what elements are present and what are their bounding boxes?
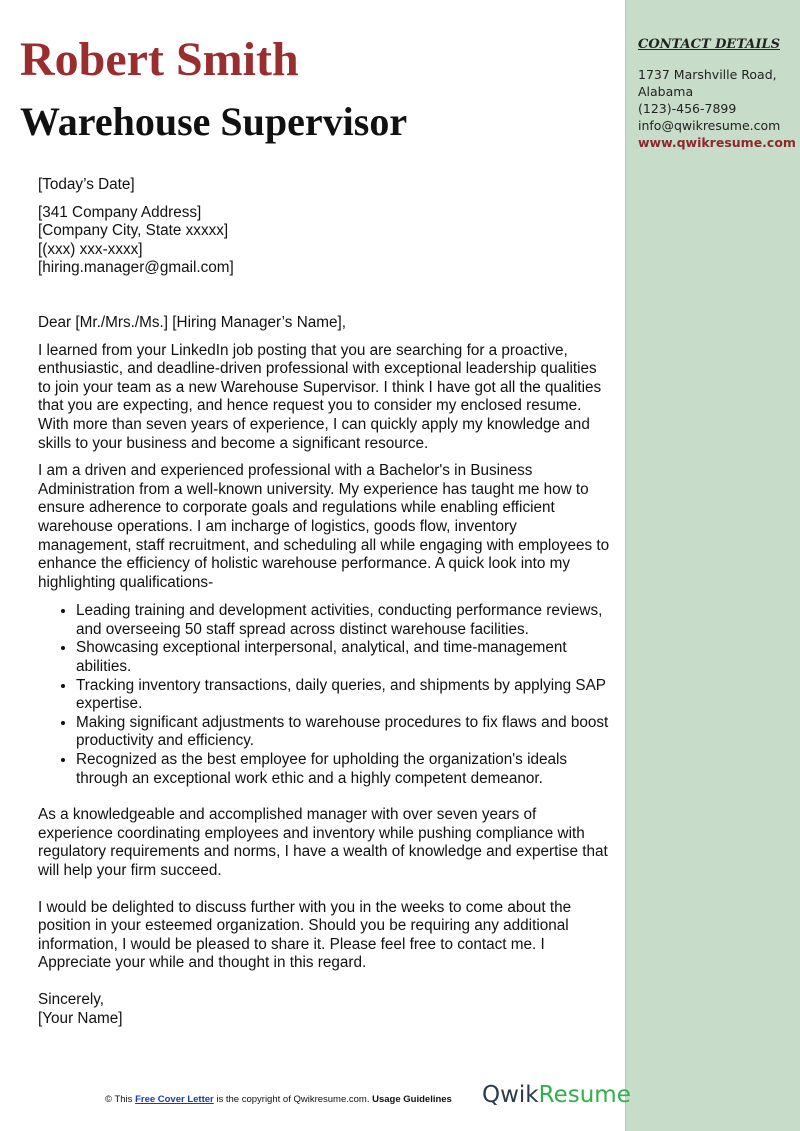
email[interactable]: info@qwikresume.com	[638, 118, 781, 133]
signature: [Your Name]	[38, 1009, 123, 1027]
contact-heading: CONTACT DETAILS	[638, 37, 780, 52]
qualifications-list	[76, 602, 613, 788]
list-item: • Leading training and development activities, conducting performance reviews, and overseeing 50 staff spread across distinct warehouse facilities.	[76, 602, 613, 639]
list-item: • Making significant adjustments to warehouse procedures to fix flaws and boost productivity and efficiency.	[76, 714, 613, 751]
footer-copyright-text: is the copyright of Qwikresume.com.	[216, 1094, 370, 1105]
logo-part-qwik: Qwik	[482, 1082, 539, 1108]
address-line-1: 1737 Marshville Road,	[638, 67, 777, 82]
closing: Sincerely,	[38, 990, 105, 1008]
paragraph-4: I would be delighted to discuss further with you in the weeks to come about the position in your esteemed organization. Should you be requiring any additional information, I would be pleased to share it. Please feel free to contact me. I Appreciate your while and thought in this regard.	[38, 898, 572, 972]
usage-guidelines-link[interactable]: Usage Guidelines	[372, 1094, 452, 1105]
list-item: • Recognized as the best employee for upholding the organization's ideals through an exceptional work ethic and a highly competent demeanor.	[76, 751, 613, 788]
recipient-block	[38, 204, 613, 278]
applicant-name: Robert Smith	[20, 33, 299, 86]
copyright-icon: ©	[105, 1094, 112, 1105]
salutation: Dear [Mr./Mrs./Ms.] [Hiring Manager’s Name],	[38, 313, 346, 331]
recipient-line: [Company City, State xxxxx]	[38, 222, 229, 240]
footer-prefix: This	[114, 1094, 133, 1105]
job-title: Warehouse Supervisor	[20, 99, 408, 144]
footer	[105, 1094, 452, 1105]
paragraph-1: I learned from your LinkedIn job posting that you are searching for a proactive, enthusiastic, and deadline-driven professional with exceptional leadership qualities to join your team as a new Warehouse Supervisor. I think I have got all the qualities that you are expecting, and hence request you to consider my enclosed resume. With more than seven years of experience, I can quickly apply my knowledge and skills to your business and become a significant resource.	[38, 341, 602, 452]
address-line-2: Alabama	[638, 84, 694, 99]
website-link[interactable]: www.qwikresume.com	[638, 135, 796, 150]
paragraph-2: I am a driven and experienced professional with a Bachelor's in Business Administration from a well-known university. My experience has taught me how to ensure adherence to corporate goals and regulations while enabling efficient warehouse operations. I am incharge of logistics, goods flow, inventory management, staff recruitment, and scheduling all while engaging with employees to enhance the efficiency of holistic warehouse performance. A quick look into my highlighting qualifications-	[38, 462, 610, 591]
contact-sidebar	[625, 0, 800, 1131]
list-item: • Showcasing exceptional interpersonal, analytical, and time-management abilities.	[76, 639, 613, 676]
logo-part-resume: Resume	[538, 1082, 631, 1108]
qwikresume-logo	[482, 1082, 631, 1108]
letter-body	[38, 176, 613, 1037]
closing-block	[38, 991, 613, 1028]
list-item: • Tracking inventory transactions, daily queries, and shipments by applying SAP expertise.	[76, 677, 613, 714]
paragraph-3: As a knowledgeable and accomplished manager with over seven years of experience coordinating employees and inventory while pushing compliance with regulatory requirements and norms, I have a wealth of knowledge and expertise that will help your firm succeed.	[38, 806, 608, 879]
date: [Today’s Date]	[38, 176, 135, 193]
recipient-line: [hiring.manager@gmail.com]	[38, 259, 234, 277]
phone: (123)-456-7899	[638, 101, 737, 116]
recipient-line: [(xxx) xxx-xxxx]	[38, 240, 143, 258]
recipient-line: [341 Company Address]	[38, 203, 202, 221]
free-cover-letter-link[interactable]: Free Cover Letter	[135, 1094, 214, 1105]
